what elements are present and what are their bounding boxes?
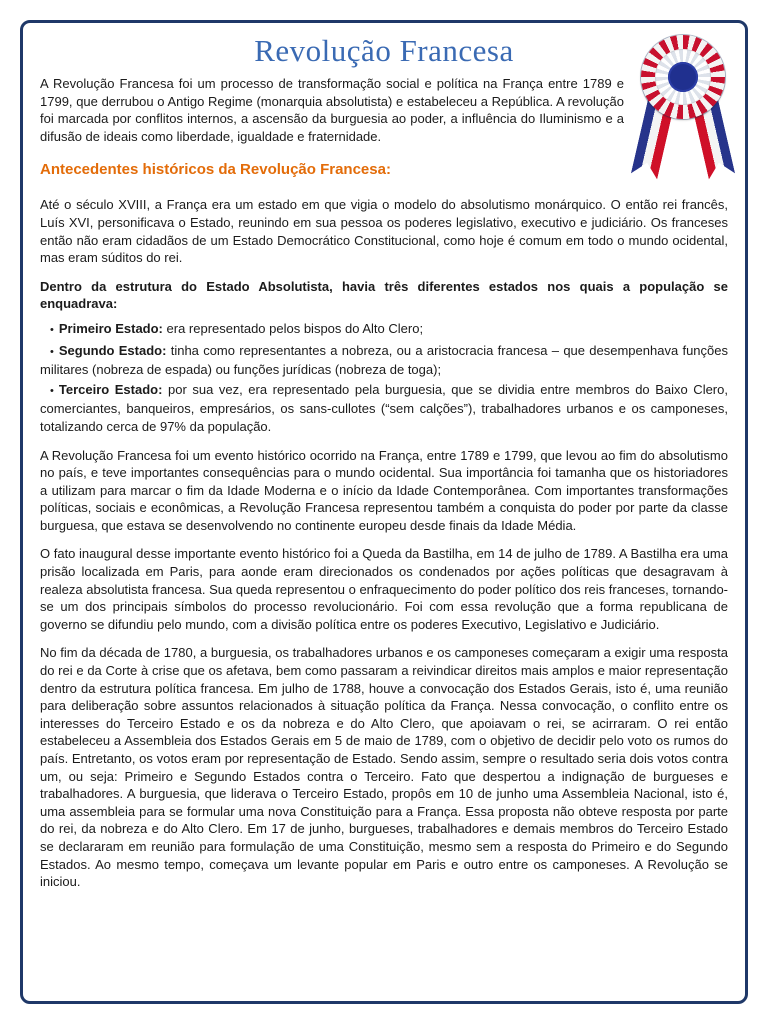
list-item-text: tinha como representantes a nobreza, ou a aristocracia francesa – que desempenhava funções militares (nobreza de espada) ou funções jurídicas (nobreza de toga); (40, 342, 728, 378)
list-item-third-estate (40, 381, 728, 436)
cockade-rosette-icon (641, 35, 725, 119)
list-item-text: por sua vez, era representado pela burguesia, que se dividia entre membros do Baixo Clero, comerciantes, banqueiros, empresários, os sans-cullotes (“sem calções”), trabalhadores urbanos e os camponeses, totalizando cerca de 97% da população. (40, 381, 728, 434)
bullet-icon: • (50, 384, 54, 397)
list-lead-paragraph: Dentro da estrutura do Estado Absolutista, havia três diferentes estados nos quais a população se enquadrava: (40, 278, 728, 312)
list-item-second-estate (40, 342, 728, 379)
page-border-frame (20, 20, 748, 1004)
cockade-center-disc-icon (668, 62, 698, 92)
list-item-first-estate (40, 320, 728, 340)
paragraph-bastille: O fato inaugural desse importante evento histórico foi a Queda da Bastilha, em 14 de julho de 1789. A Bastilha era uma prisão localizada em Paris, para aonde eram direcionados os condenados por ações políticas que desagravam à realeza absolutista francesa. Sua queda representou o enfraquecimento do poder político dos reis franceses, tornando-se um dos principais símbolos do processo revolucionário. Foi com essa revolução que a forma republicana de governo se difundiu pelo mundo, com a divisão política entre os poderes Executivo, Legislativo e Judiciário. (40, 546, 728, 632)
paragraph-estates-general: No fim da década de 1780, a burguesia, os trabalhadores urbanos e os camponeses começaram a exigir uma resposta do rei e da Corte à crise que os afetava, bem como passaram a reivindicar direitos mais amplos e maior representação dentro da estrutura política francesa. Em julho de 1788, houve a convocação dos Estados Gerais, isto é, uma reunião para deliberação sobre assuntos relacionados à situação política da França. Nessa convocação, o conflito entre os interesses do Terceiro Estado e os da nobreza e do Alto Clero, que apoiavam o rei, se acirraram. O rei então estabeleceu a Assembleia dos Estados Gerais em 5 de maio de 1789, com o objetivo de decidir pelo voto os rumos do país. Entretanto, os votos eram por representação de Estado. Sendo assim, sempre o resultado seria dois votos contra um, ou seja: Primeiro e Segundo Estados contra o Terceiro. Fato que despertou a indignação de burgueses e trabalhadores. A burguesia, que liderava o Terceiro Estado, propôs em 10 de junho uma Assembleia Nacional, isto é, uma assembleia para se formular uma nova Constituição para a França. Essa proposta não obteve resposta por parte do rei, da nobreza e do Alto Clero. Em 17 de junho, burgueses, trabalhadores e demais membros do Terceiro Estado se declararam em reunião para formulação de uma Constituição, mesmo sem a resposta do Primeiro e do Segundo Estados. Ao mesmo tempo, começava um levante popular em Paris e outro entre os camponeses. A Revolução se iniciou. (40, 645, 728, 890)
french-tricolor-cockade-icon (637, 35, 729, 185)
section-heading: Antecedentes históricos da Revolução Francesa: (40, 161, 391, 179)
page-title: Revolução Francesa (254, 33, 514, 68)
list-item-text: era representado pelos bispos do Alto Clero; (166, 320, 424, 336)
paragraph-absolutism: Até o século XVIII, a França era um estado em que vigia o modelo do absolutismo monárquico. O então rei francês, Luís XVI, personificava o Estado, reunindo em sua pessoa os poderes legislativo, executivo e judiciário. Os franceses então não eram cidadãos de um Estado Democrático Constitucional, como hoje é comum em todo o mundo ocidental, mas eram súditos do rei. (40, 197, 728, 266)
list-item-label: Terceiro Estado: (58, 381, 163, 397)
intro-paragraph: A Revolução Francesa foi um processo de transformação social e política na França entre 1789 e 1799, que derrubou o Antigo Regime (monarquia absolutista) e estabeleceu a República. A revolução foi marcada por conflitos internos, a ascensão da burguesia ao poder, a influência do Iluminismo e a difusão de ideais como liberdade, igualdade e fraternidade. (40, 76, 624, 144)
bullet-icon: • (50, 345, 54, 358)
list-item-label: Primeiro Estado: (58, 320, 163, 336)
list-item-label: Segundo Estado: (58, 342, 167, 358)
paragraph-revolution-overview: A Revolução Francesa foi um evento histórico ocorrido na França, entre 1789 e 1799, que levou ao fim do absolutismo no país, e teve importantes consequências para o mundo ocidental. Sua importância foi tamanha que os historiadores a utilizam para marcar o fim da Idade Moderna e o início da Idade Contemporânea. Com importantes transformações políticas, sociais e econômicas, a Revolução Francesa representou também a conquista do poder por parte da classe burguesa, que estava se desenvolvendo no continente europeu desde finais da Idade Média. (40, 447, 728, 533)
spacer (40, 438, 728, 447)
bullet-icon: • (50, 323, 54, 336)
